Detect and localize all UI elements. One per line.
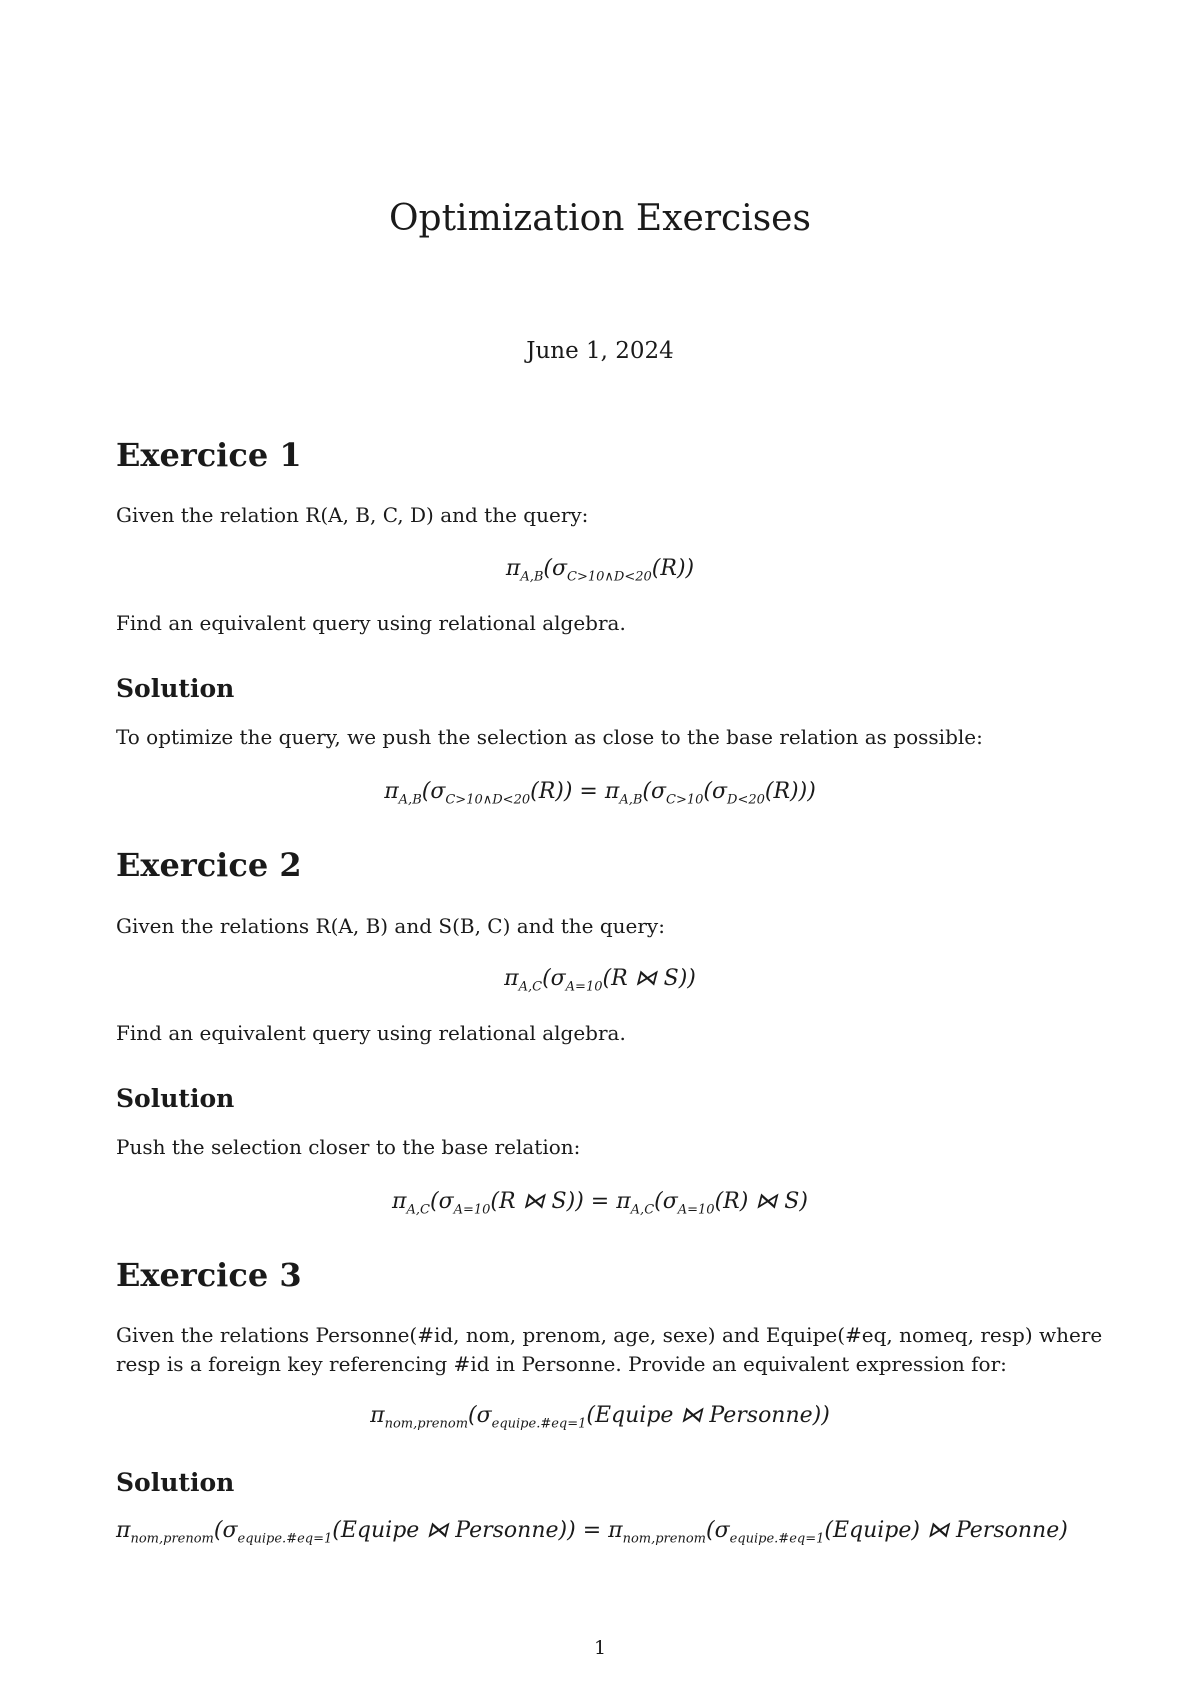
exercise-2-solution-text: Push the selection closer to the base relation: <box>116 1135 581 1159</box>
exercise-3-query: $\pi_{nom,prenom}(\sigma_{equipe.\#eq=1}(Equipe$ ⋈ Personne)) <box>370 1403 830 1432</box>
exercise-1-query: $\pi_{A,B}(\sigma_{C>10\wedge D<20}(R))$ <box>505 556 695 585</box>
document-date: June 1, 2024 <box>526 338 674 364</box>
document-title: Optimization Exercises <box>389 198 811 239</box>
page-number: 1 <box>593 1637 607 1659</box>
exercise-2-task: Find an equivalent query using relational algebra. <box>116 1021 626 1045</box>
exercise-1-solution-equation: $\pi_{A,B}(\sigma_{C>10\wedge D<20}(R)) = \pi_{A,B}(\sigma_{C>10}(\sigma_{D<20}(R)))$ <box>384 779 816 808</box>
exercise-1-task: Find an equivalent query using relational algebra. <box>116 611 626 635</box>
exercise-1-solution-text: To optimize the query, we push the selection as close to the base relation as possible: <box>116 725 983 749</box>
exercise-3-solution-equation: $\pi_{nom,prenom}(\sigma_{equipe.\#eq=1}(Equipe$ ⋈ Personne)) = $\pi_{nom,prenom}(\sigma_{equipe.\#eq=1}(Equipe)$ ⋈ Personne) <box>116 1518 1068 1547</box>
exercise-2-heading: Exercice 2 <box>116 846 302 884</box>
exercise-1-heading: Exercice 1 <box>116 436 302 474</box>
exercise-2-given: Given the relations R(A, B) and S(B, C) and the query: <box>116 914 665 938</box>
exercise-2-query: $\pi_{A,C}(\sigma_{A=10}(R$ ⋈ S)) <box>504 966 696 995</box>
exercise-3-solution-heading: Solution <box>116 1468 235 1497</box>
exercise-2-solution-heading: Solution <box>116 1084 235 1113</box>
exercise-1-solution-heading: Solution <box>116 674 235 703</box>
exercise-1-given: Given the relation R(A, B, C, D) and the query: <box>116 503 589 527</box>
exercise-3-heading: Exercice 3 <box>116 1256 302 1294</box>
exercise-2-solution-equation: $\pi_{A,C}(\sigma_{A=10}(R$ ⋈ $S)) = \pi_{A,C}(\sigma_{A=10}(R)$ ⋈ S) <box>392 1189 808 1218</box>
exercise-3-given: Given the relations Personne(#id, nom, prenom, age, sexe) and Equipe(#eq, nomeq, resp) where resp is a foreign key referencing #id in Personne. Provide an equivalent expression for: <box>116 1323 1103 1376</box>
